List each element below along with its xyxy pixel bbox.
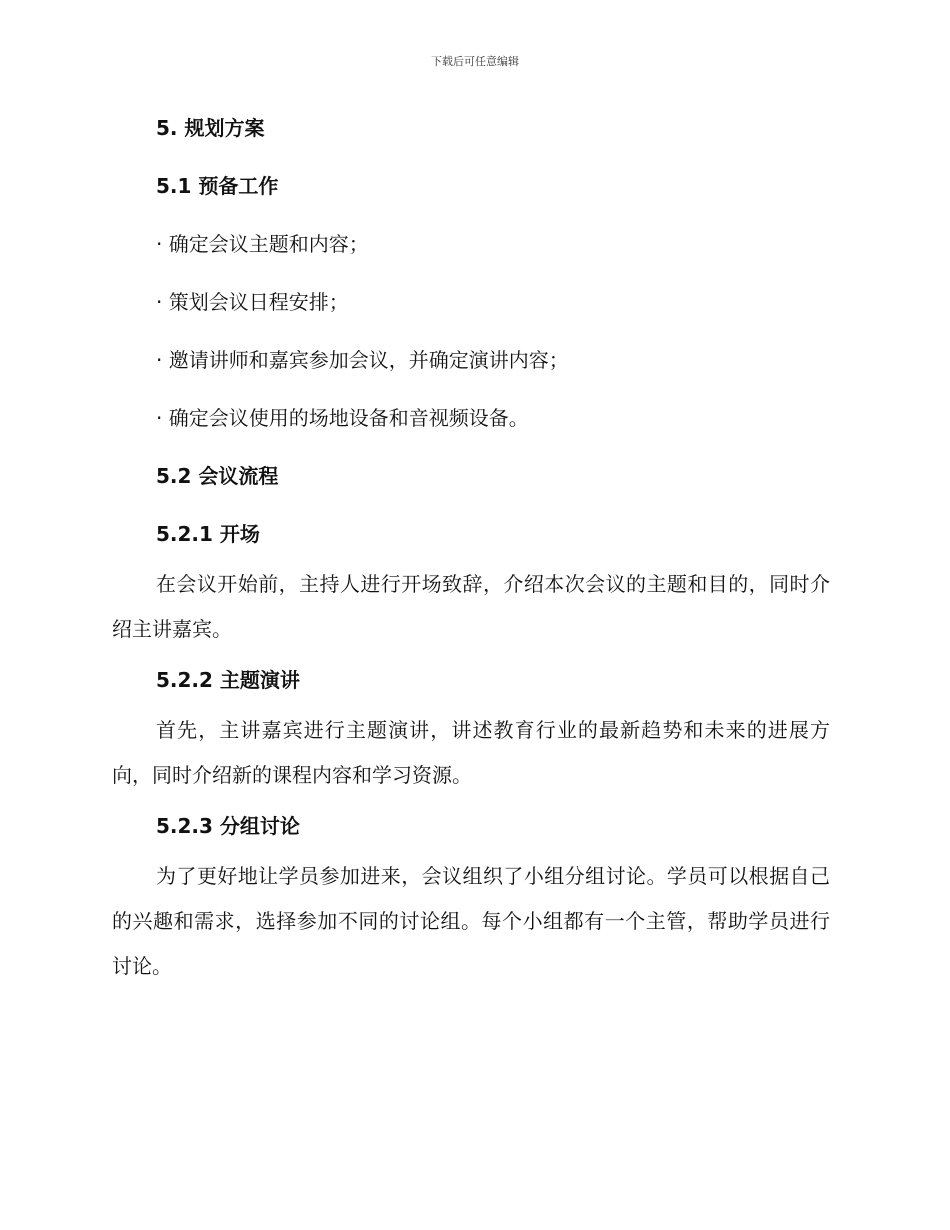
heading-5-2-3: 5.2.3 分组讨论: [156, 814, 300, 838]
heading-5-2: 5.2 会议流程: [156, 464, 279, 488]
paragraph-group-discussion: 为了更好地让学员参加进来，会议组织了小组分组讨论。学员可以根据自己的兴趣和需求，选择参加不同的讨论组。每个小组都有一个主管，帮助学员进行讨论。: [112, 864, 830, 978]
heading-5-2-1: 5.2.1 开场: [156, 522, 260, 546]
page-header: 下载后可任意编辑: [431, 55, 519, 68]
paragraph-keynote: 首先，主讲嘉宾进行主题演讲，讲述教育行业的最新趋势和未来的进展方向，同时介绍新的课程内容和学习资源。: [112, 718, 830, 787]
bullet-item: · 策划会议日程安排；: [156, 290, 349, 314]
paragraph-opening: 在会议开始前，主持人进行开场致辞，介绍本次会议的主题和目的，同时介绍主讲嘉宾。: [112, 572, 830, 641]
heading-5-2-2: 5.2.2 主题演讲: [156, 668, 300, 692]
bullet-item: · 邀请讲师和嘉宾参加会议，并确定演讲内容；: [156, 348, 569, 372]
heading-5-1: 5.1 预备工作: [156, 174, 279, 198]
bullet-item: · 确定会议使用的场地设备和音视频设备。: [156, 406, 529, 430]
document-body: [112, 112, 830, 989]
bullet-item: · 确定会议主题和内容；: [156, 232, 369, 256]
heading-5: 5. 规划方案: [156, 116, 265, 140]
